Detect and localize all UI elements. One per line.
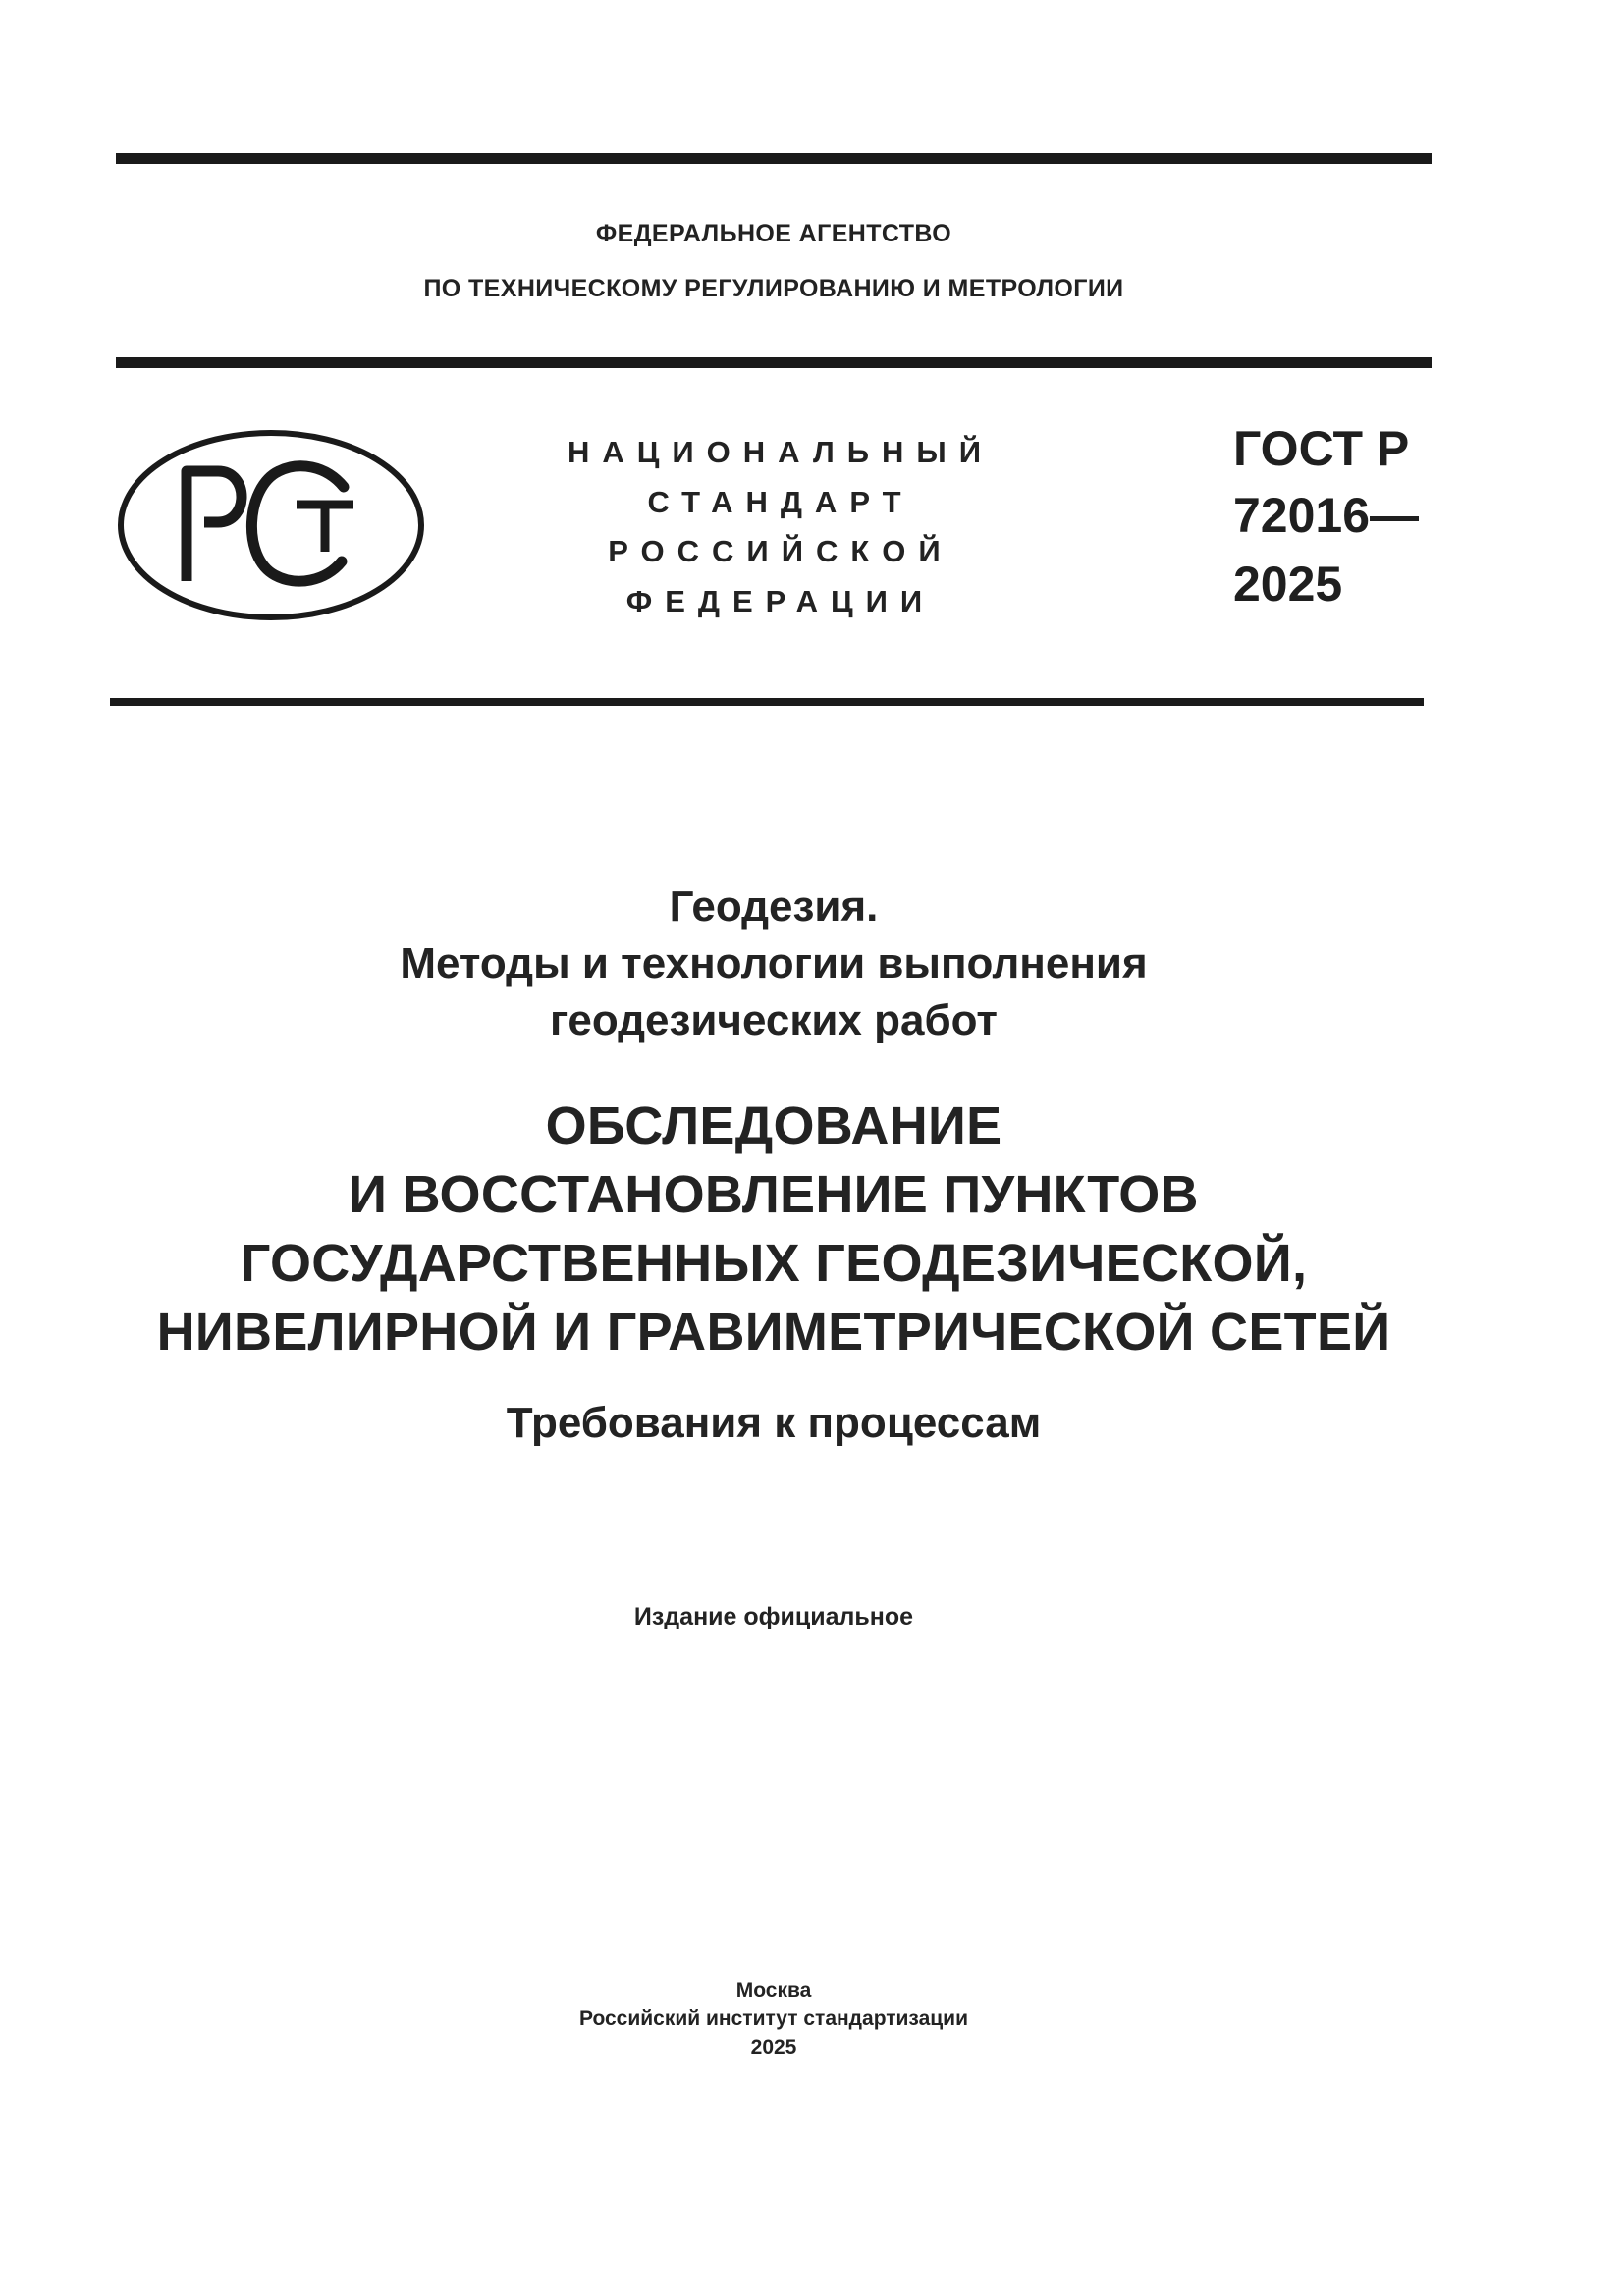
subtitle-line: геодезических работ	[550, 996, 998, 1044]
requirements-subtitle: Требования к процессам	[506, 1399, 1042, 1447]
agency-name-line2: ПО ТЕХНИЧЕСКОМУ РЕГУЛИРОВАНИЮ И МЕТРОЛОГИИ	[423, 275, 1124, 302]
edition-label: Издание официальное	[633, 1603, 914, 1630]
national-standard-line: РОССИЙСКОЙ	[608, 534, 953, 568]
main-title-line: ОБСЛЕДОВАНИЕ	[545, 1096, 1002, 1155]
imprint-publisher: Российский институт стандартизации	[578, 2007, 969, 2030]
subtitle-block	[116, 879, 1432, 1049]
main-title-block	[116, 1092, 1432, 1366]
top-rule	[116, 153, 1432, 164]
standard-designation-line: ГОСТ Р	[1233, 421, 1410, 476]
imprint-year: 2025	[750, 2036, 797, 2058]
standard-designation-line: 2025	[1233, 557, 1343, 612]
rst-conformity-mark-icon	[116, 428, 426, 622]
national-standard-line: НАЦИОНАЛЬНЫЙ	[567, 435, 995, 469]
main-title-line: ГОСУДАРСТВЕННЫХ ГЕОДЕЗИЧЕСКОЙ,	[240, 1234, 1308, 1293]
agency-name-line1: ФЕДЕРАЛЬНОЕ АГЕНТСТВО	[595, 220, 952, 247]
middle-rule	[116, 357, 1432, 368]
main-title-line: НИВЕЛИРНОЙ И ГРАВИМЕТРИЧЕСКОЙ СЕТЕЙ	[156, 1303, 1391, 1362]
imprint-city: Москва	[735, 1979, 812, 2002]
subtitle-line: Геодезия.	[669, 882, 879, 931]
subtitle-line: Методы и технологии выполнения	[400, 939, 1148, 988]
standard-designation-line: 72016—	[1233, 488, 1420, 543]
national-standard-line: ФЕДЕРАЦИИ	[625, 584, 936, 618]
bottom-rule	[110, 698, 1424, 706]
national-standard-line: СТАНДАРТ	[647, 485, 914, 519]
main-title-line: И ВОССТАНОВЛЕНИЕ ПУНКТОВ	[349, 1165, 1199, 1224]
imprint-block	[116, 1976, 1432, 2061]
